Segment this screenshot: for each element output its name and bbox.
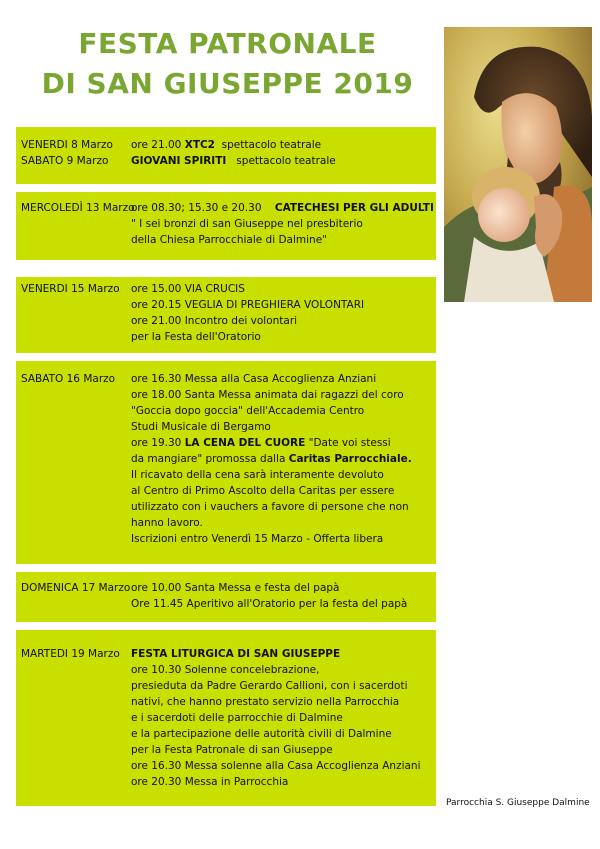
schedule-row (16, 774, 436, 790)
schedule-fragment: presieduta da Padre Gerardo Callioni, con i sacerdoti (131, 680, 408, 692)
schedule-row (16, 646, 436, 662)
schedule-text (131, 216, 363, 232)
schedule-row (16, 580, 436, 596)
schedule-fragment: ore 10.30 Solenne concelebrazione, (131, 664, 320, 676)
schedule-text (131, 200, 434, 216)
schedule-row (16, 153, 436, 169)
page-title-line2: DI SAN GIUSEPPE 2019 (41, 67, 414, 100)
schedule-row (16, 419, 436, 435)
schedule-row (16, 758, 436, 774)
schedule-fragment: ore 16.30 Messa alla Casa Accoglienza Anziani (131, 373, 377, 385)
schedule-text (131, 596, 407, 612)
schedule-fragment: ore 10.00 Santa Messa e festa del papà (131, 582, 340, 594)
schedule-row (16, 467, 436, 483)
schedule-fragment: della Chiesa Parrocchiale di Dalmine" (131, 234, 327, 246)
schedule-row (16, 694, 436, 710)
schedule-fragment: ore 08.30; 15.30 e 20.30 (131, 202, 275, 214)
schedule-fragment: Iscrizioni entro Venerdì 15 Marzo - Offerta libera (131, 533, 384, 545)
schedule-text (131, 371, 376, 387)
schedule-text (131, 387, 404, 403)
schedule-fragment: utilizzato con i vauchers a favore di persone che non (131, 501, 409, 513)
schedule-text (131, 232, 327, 248)
schedule-highlight: Caritas Parrocchiale. (288, 453, 412, 465)
schedule-day: SABATO 16 Marzo (21, 373, 116, 385)
schedule-fragment: da mangiare" promossa dalla (131, 453, 289, 465)
schedule-fragment: Ore 11.45 Aperitivo all'Oratorio per la festa del papà (131, 598, 408, 610)
schedule-fragment: e i sacerdoti delle parrocchie di Dalmine (131, 712, 343, 724)
schedule-fragment: e la partecipazione delle autorità civili di Dalmine (131, 728, 392, 740)
saint-joseph-painting (444, 27, 592, 302)
schedule-text (131, 467, 384, 483)
schedule-row (16, 451, 436, 467)
schedule-row (16, 499, 436, 515)
schedule-row (16, 710, 436, 726)
schedule-fragment: ore 19.30 (131, 437, 185, 449)
schedule-fragment: Il ricavato della cena sarà interamente devoluto (131, 469, 384, 481)
schedule-row (16, 531, 436, 547)
schedule-fragment: spettacolo teatrale (226, 155, 336, 167)
schedule-highlight: LA CENA DEL CUORE (184, 437, 306, 449)
schedule-text (131, 710, 343, 726)
schedule-text (131, 531, 383, 547)
schedule-fragment: Studi Musicale di Bergamo (131, 421, 271, 433)
schedule-text (131, 499, 409, 515)
page-title-line1: FESTA PATRONALE (78, 27, 377, 60)
schedule-fragment: spettacolo teatrale (215, 139, 322, 151)
schedule-day: MERCOLEDÌ 13 Marzo (21, 202, 135, 214)
schedule-fragment: nativi, che hanno prestato servizio nella Parrocchia (131, 696, 400, 708)
schedule-text (131, 515, 203, 531)
schedule-day: SABATO 9 Marzo (21, 155, 109, 167)
footer-parish: Parrocchia S. Giuseppe Dalmine (446, 798, 590, 808)
schedule-text (131, 403, 364, 419)
schedule-day: VENERDI 8 Marzo (21, 139, 113, 151)
schedule-text (131, 435, 391, 451)
schedule-text (131, 758, 421, 774)
schedule-fragment: ore 15.00 VIA CRUCIS (131, 283, 245, 295)
schedule-fragment: ore 18.00 Santa Messa animata dai ragazzi del coro (131, 389, 404, 401)
schedule-text (131, 153, 336, 169)
schedule-row (16, 216, 436, 232)
schedule-block-19-march (16, 630, 436, 806)
schedule-fragment: ore 16.30 Messa solenne alla Casa Accoglienza Anziani (131, 760, 421, 772)
schedule-row (16, 329, 436, 345)
schedule-row (16, 662, 436, 678)
schedule-text (131, 297, 364, 313)
schedule-block-16-march (16, 361, 436, 564)
schedule-row (16, 297, 436, 313)
schedule-block-13-march (16, 192, 436, 260)
schedule-fragment: al Centro di Primo Ascolto della Caritas per essere (131, 485, 395, 497)
schedule-block-8-9-march (16, 127, 436, 184)
schedule-fragment: "Date voi stessi (305, 437, 391, 449)
schedule-row (16, 281, 436, 297)
schedule-row (16, 403, 436, 419)
schedule-fragment: "Goccia dopo goccia" dell'Accademia Centro (131, 405, 365, 417)
schedule-row (16, 483, 436, 499)
schedule-fragment: " I sei bronzi di san Giuseppe nel presbiterio (131, 218, 363, 230)
schedule-highlight: FESTA LITURGICA DI SAN GIUSEPPE (131, 648, 341, 660)
schedule-fragment: ore 20.30 Messa in Parrocchia (131, 776, 289, 788)
schedule-highlight: GIOVANI SPIRITI (131, 155, 227, 167)
schedule-text (131, 662, 319, 678)
schedule-fragment: per la Festa dell'Oratorio (131, 331, 261, 343)
schedule-fragment: per la Festa Patronale di san Giuseppe (131, 744, 333, 756)
schedule-fragment: hanno lavoro. (131, 517, 203, 529)
schedule-text (131, 137, 321, 153)
schedule-text (131, 678, 407, 694)
schedule-row (16, 200, 436, 216)
schedule-day: DOMENICA 17 Marzo (21, 582, 131, 594)
schedule-row (16, 387, 436, 403)
schedule-text (131, 281, 245, 297)
schedule-text (131, 313, 297, 329)
schedule-text (131, 483, 394, 499)
schedule-fragment: ore 20.15 VEGLIA DI PREGHIERA VOLONTARI (131, 299, 365, 311)
schedule-row (16, 596, 436, 612)
schedule-block-15-march (16, 277, 436, 353)
schedule-day: MARTEDI 19 Marzo (21, 648, 120, 660)
schedule-text (131, 329, 261, 345)
schedule-block-17-march (16, 572, 436, 622)
schedule-highlight: CATECHESI PER GLI ADULTI (274, 202, 434, 214)
schedule-text (131, 742, 333, 758)
schedule-text (131, 646, 340, 662)
schedule-row (16, 742, 436, 758)
schedule-row (16, 678, 436, 694)
schedule-row (16, 435, 436, 451)
schedule-row (16, 137, 436, 153)
schedule-text (131, 774, 288, 790)
schedule-text (131, 694, 399, 710)
schedule-text (131, 419, 271, 435)
schedule-text (131, 726, 392, 742)
schedule-row (16, 726, 436, 742)
schedule-fragment: ore 21.00 Incontro dei volontari (131, 315, 298, 327)
schedule-fragment: ore 21.00 (131, 139, 185, 151)
schedule-text (131, 451, 412, 467)
schedule-highlight: XTC2 (184, 139, 215, 151)
schedule-day: VENERDI 15 Marzo (21, 283, 120, 295)
schedule-row (16, 515, 436, 531)
schedule-row (16, 313, 436, 329)
schedule-text (131, 580, 339, 596)
schedule-row (16, 371, 436, 387)
schedule-row (16, 232, 436, 248)
